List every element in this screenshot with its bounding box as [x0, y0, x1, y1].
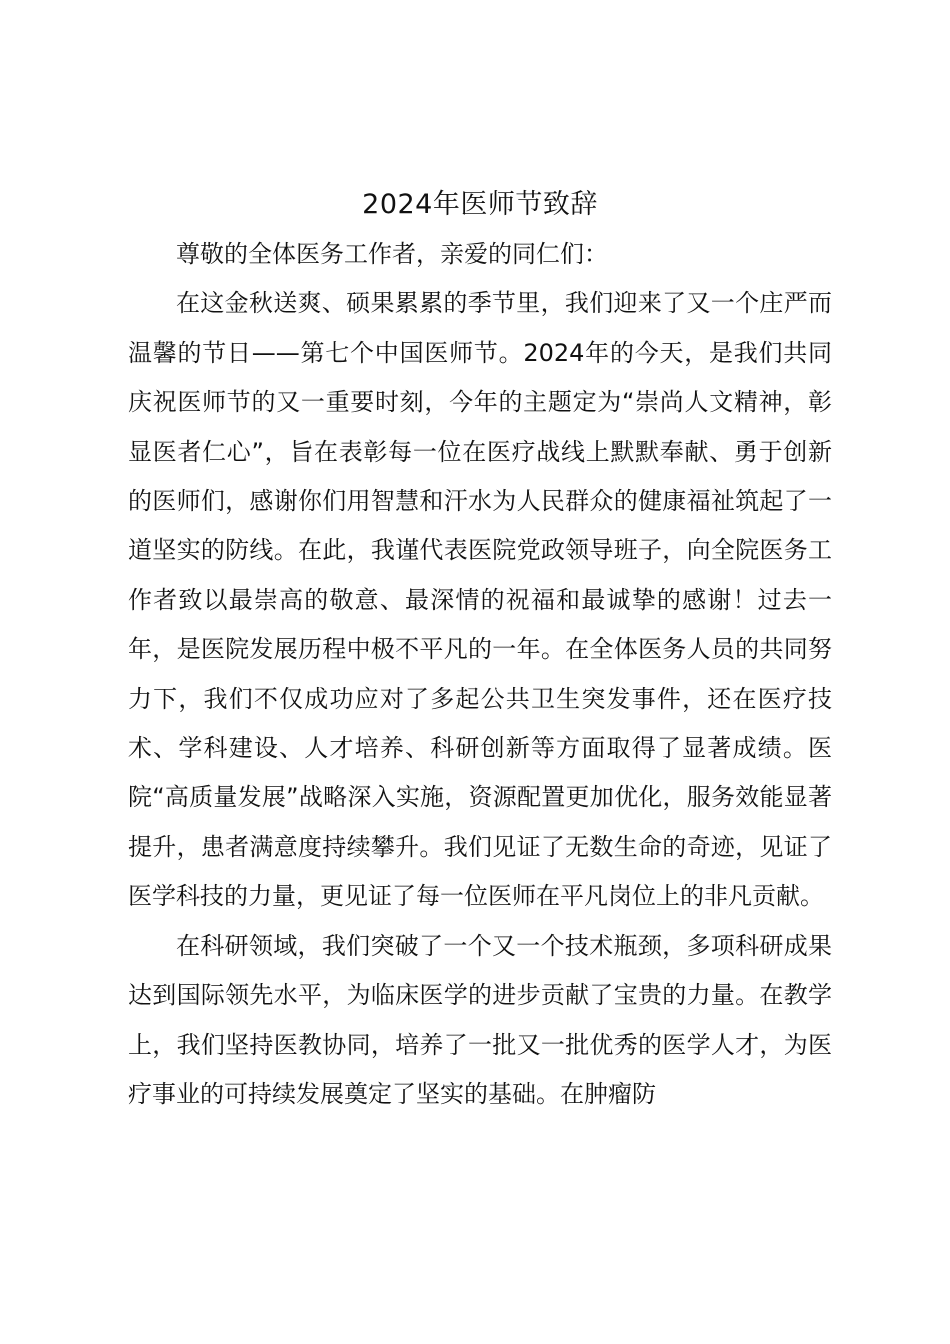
document-page [128, 180, 832, 1119]
paragraph-2: 在科研领域，我们突破了一个又一个技术瓶颈，多项科研成果达到国际领先水平，为临床医学的进步贡献了宝贵的力量。在教学上，我们坚持医教协同，培养了一批又一批优秀的医学人才，为医疗事业的可持续发展奠定了坚实的基础。在肿瘤防 [128, 931, 832, 1108]
paragraph-1: 在这金秋送爽、硕果累累的季节里，我们迎来了又一个庄严而温馨的节日——第七个中国医师节。2024年的今天，是我们共同庆祝医师节的又一重要时刻，今年的主题定为“崇尚人文精神，彰显医者仁心”，旨在表彰每一位在医疗战线上默默奉献、勇于创新的医师们，感谢你们用智慧和汗水为人民群众的健康福祉筑起了一道坚实的防线。在此，我谨代表医院党政领导班子，向全院医务工作者致以最崇高的敬意、最深情的祝福和最诚挚的感谢！过去一年，是医院发展历程中极不平凡的一年。在全体医务人员的共同努力下，我们不仅成功应对了多起公共卫生突发事件，还在医疗技术、学科建设、人才培养、科研创新等方面取得了显著成绩。医院“高质量发展”战略深入实施，资源配置更加优化，服务效能显著提升，患者满意度持续攀升。我们见证了无数生命的奇迹，见证了医学科技的力量，更见证了每一位医师在平凡岗位上的非凡贡献。 [128, 289, 832, 911]
salutation: 尊敬的全体医务工作者，亲爱的同仁们： [176, 240, 608, 268]
document-title: 2024年医师节致辞 [362, 189, 598, 220]
